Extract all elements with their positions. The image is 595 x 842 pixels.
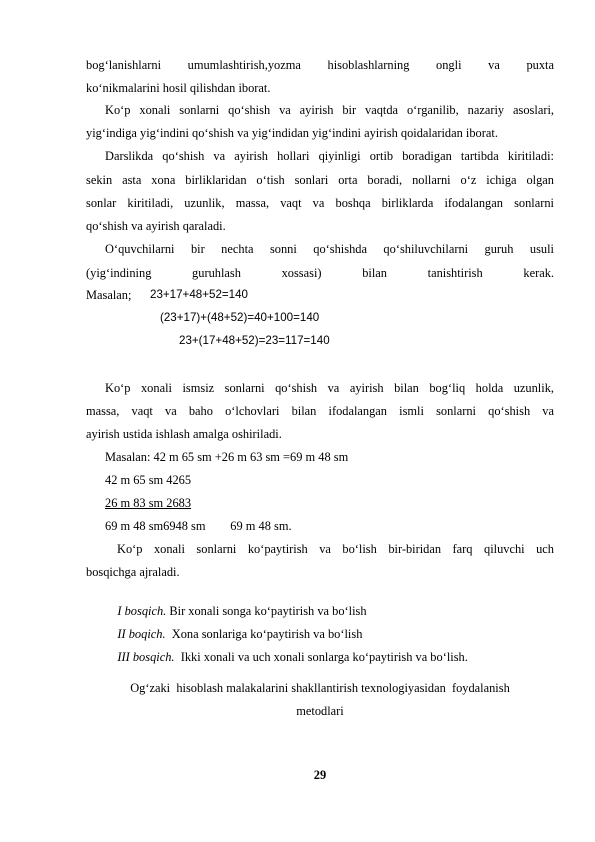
paragraph-3-line-3: sonlar kiritiladi, uzunlik, massa, vaqt va boshqa birliklarda ifodalangan sonlarni — [86, 196, 554, 210]
stage-3-label: III bosqich. — [117, 650, 175, 664]
stage-2-label: II boqich. — [117, 627, 166, 641]
paragraph-5-line-1: Ko‘p xonali ismsiz sonlarni qo‘shish va ayirish bilan bog‘liq holda uzunlik, — [105, 381, 554, 395]
section-heading-line-1: Og‘zaki hisoblash malakalarini shakllantirish texnologiyasidan foydalanish — [130, 681, 510, 695]
page-number: 29 — [313, 768, 327, 782]
paragraph-3-line-1: Darslikda qo‘shish va ayirish hollari qiyinligi ortib boradigan tartibda kiritiladi: — [105, 149, 554, 163]
paragraph-1-line-1: bog‘lanishlarni umumlashtirish,yozma hisoblashlarning ongli va puxta — [86, 58, 554, 72]
paragraph-5-line-2: massa, vaqt va baho o‘lchovlari bilan ifodalangan ismli sonlarni qo‘shish va — [86, 404, 554, 418]
paragraph-1-line-2: ko‘nikmalarini hosil qilishdan iborat. — [86, 81, 271, 95]
stage-3 — [105, 633, 468, 681]
stage-1-label: I bosqich. — [117, 604, 167, 618]
section-heading-line-2: metodlari — [296, 704, 344, 718]
paragraph-2-line-2: yig‘indiga yig‘indini qo‘shish va yig‘indidan yig‘indini ayirish qoidalaridan iborat. — [86, 126, 498, 140]
paragraph-3-line-2: sekin asta xona birliklaridan o‘tish sonlari orta boradi, nollarni o‘z ichiga olgan — [86, 173, 554, 187]
paragraph-3-line-4: qo‘shish va ayirish qaraladi. — [86, 219, 226, 233]
example-line-2: (23+17)+(48+52)=40+100=140 — [160, 311, 320, 324]
example-line-3: 23+(17+48+52)=23=117=140 — [179, 334, 330, 347]
paragraph-2-line-1: Ko‘p xonali sonlarni qo‘shish va ayirish bir vaqtda o‘rganilib, nazariy asoslari, — [105, 103, 554, 117]
paragraph-4-line-2: (yig‘indining guruhlash xossasi) bilan tanishtirish kerak. — [86, 266, 554, 280]
example-2-line-1: Masalan: 42 m 65 sm +26 m 63 sm =69 m 48 sm — [105, 450, 349, 464]
stage-3-text: Ikki xonali va uch xonali sonlarga ko‘paytirish va bo‘lish. — [174, 650, 468, 664]
example-2-line-4: 69 m 48 sm6948 sm 69 m 48 sm. — [105, 519, 292, 533]
paragraph-4-line-1: O‘quvchilarni bir nechta sonni qo‘shishda qo‘shiluvchilarni guruh usuli — [105, 242, 554, 256]
paragraph-5-line-3: ayirish ustida ishlash amalga oshiriladi. — [86, 427, 282, 441]
example-2-line-2: 42 m 65 sm 4265 — [105, 473, 192, 487]
paragraph-6-line-2: bosqichga ajraladi. — [86, 565, 180, 579]
example-2-line-3: 26 m 83 sm 2683 — [105, 496, 192, 510]
paragraph-6-line-1: Ko‘p xonali sonlarni ko‘paytirish va bo‘lish bir-biridan farq qiluvchi uch — [117, 542, 554, 556]
stage-2-text: Xona sonlariga ko‘paytirish va bo‘lish — [165, 627, 363, 641]
stage-1-text: Bir xonali songa ko‘paytirish va bo‘lish — [166, 604, 367, 618]
example-label: Masalan; — [86, 288, 132, 302]
example-line-1: 23+17+48+52=140 — [150, 288, 249, 301]
